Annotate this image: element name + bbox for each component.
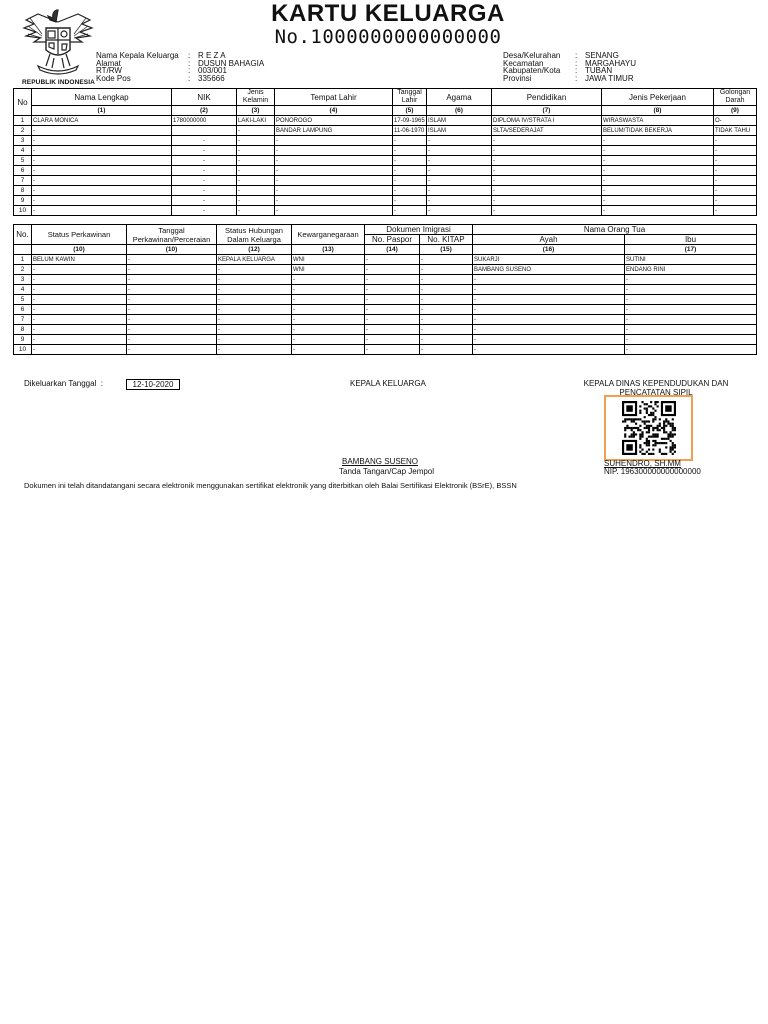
- table-cell: -: [714, 196, 757, 206]
- table-cell: -: [602, 196, 714, 206]
- table-cell: WNI: [292, 265, 365, 275]
- table-cell: -: [625, 345, 757, 355]
- col-header-nama: Nama Lengkap: [32, 89, 172, 106]
- col-number: (8): [602, 106, 714, 116]
- table-cell: -: [292, 335, 365, 345]
- row-number-cell: 1: [14, 255, 32, 265]
- table-cell: -: [473, 275, 625, 285]
- col-number: (5): [393, 106, 427, 116]
- table-cell: -: [420, 345, 473, 355]
- table-cell: -: [473, 285, 625, 295]
- table-cell: 1780000000: [172, 116, 237, 126]
- table-cell: -: [393, 186, 427, 196]
- table-cell: -: [127, 335, 217, 345]
- table-cell: -: [217, 305, 292, 315]
- table2-number-row: [14, 245, 757, 255]
- row-number-cell: 8: [14, 325, 32, 335]
- table-cell: -: [217, 275, 292, 285]
- table-cell: -: [275, 166, 393, 176]
- table-cell: -: [292, 345, 365, 355]
- info-row-alamat: Alamat : DUSUN BAHAGIA: [96, 58, 265, 68]
- row-number-cell: 10: [14, 206, 32, 216]
- table-cell: -: [217, 315, 292, 325]
- col-header-dokumen-imigrasi: Dokumen Imigrasi: [365, 225, 473, 235]
- table-cell: -: [32, 345, 127, 355]
- table-cell: O-: [714, 116, 757, 126]
- col-number: (14): [365, 245, 420, 255]
- table-cell: -: [217, 265, 292, 275]
- table-cell: -: [217, 325, 292, 335]
- table-cell: -: [275, 206, 393, 216]
- table-row: [14, 116, 757, 126]
- table-cell: TIDAK TAHU: [714, 126, 757, 136]
- col-number: (7): [492, 106, 602, 116]
- table-cell: -: [427, 196, 492, 206]
- row-number-cell: 7: [14, 176, 32, 186]
- table-cell: -: [393, 136, 427, 146]
- table-cell: -: [365, 325, 420, 335]
- table-cell: -: [32, 315, 127, 325]
- col-header-agama: Agama: [427, 89, 492, 106]
- table-cell: -: [365, 345, 420, 355]
- official-title: KEPALA DINAS KEPENDUDUKAN DAN PENCATATAN SIPIL: [583, 379, 729, 397]
- table-cell: SLTA/SEDERAJAT: [492, 126, 602, 136]
- table-cell: -: [427, 186, 492, 196]
- table-cell: -: [393, 146, 427, 156]
- table-cell: -: [420, 335, 473, 345]
- table-cell: -: [237, 206, 275, 216]
- table-cell: -: [217, 295, 292, 305]
- family-status-table: [13, 224, 757, 355]
- table-cell: -: [473, 325, 625, 335]
- table-row: [14, 265, 757, 275]
- table-cell: -: [420, 255, 473, 265]
- table-cell: -: [32, 156, 172, 166]
- table-cell: -: [393, 206, 427, 216]
- document-title: KARTU KELUARGA: [271, 0, 505, 27]
- table-cell: -: [714, 206, 757, 216]
- table-cell: -: [172, 156, 237, 166]
- table-cell: -: [365, 315, 420, 325]
- table-cell: -: [237, 176, 275, 186]
- table-cell: -: [714, 156, 757, 166]
- table-cell: ENDANG RINI: [625, 265, 757, 275]
- table-cell: -: [275, 146, 393, 156]
- table-cell: -: [492, 146, 602, 156]
- info-row-rt-rw: RT/RW : 003/001: [96, 66, 227, 75]
- table-cell: LAKI-LAKI: [237, 116, 275, 126]
- row-number-cell: 8: [14, 186, 32, 196]
- table2-header-row-1: [14, 225, 757, 235]
- col-header-tempat-lahir: Tempat Lahir: [275, 89, 393, 106]
- table-row: [14, 255, 757, 265]
- table-cell: CLARA MONICA: [32, 116, 172, 126]
- table-cell: -: [127, 315, 217, 325]
- table-cell: -: [714, 186, 757, 196]
- table-cell: -: [427, 146, 492, 156]
- col-header-status-hubungan: Status Hubungan Dalam Keluarga: [217, 225, 292, 245]
- table-cell: -: [393, 196, 427, 206]
- table-cell: -: [492, 176, 602, 186]
- table-row: [14, 186, 757, 196]
- table-row: [14, 325, 757, 335]
- table-cell: 17-09-1965: [394, 117, 425, 124]
- qr-code-frame: [604, 395, 693, 461]
- col-number: (2): [172, 106, 237, 116]
- info-row-kabupaten: Kabupaten/Kota : TUBAN: [503, 66, 613, 75]
- table-cell: -: [427, 166, 492, 176]
- table-row: [14, 335, 757, 345]
- table-cell: -: [427, 176, 492, 186]
- table-cell: -: [292, 315, 365, 325]
- table-cell: -: [127, 345, 217, 355]
- table-cell: -: [127, 265, 217, 275]
- table-cell: -: [32, 206, 172, 216]
- table-cell: -: [625, 295, 757, 305]
- table-cell: -: [602, 146, 714, 156]
- info-row-kepala-keluarga: Nama Kepala Keluarga : R E Z A: [96, 51, 226, 60]
- table-cell: -: [32, 335, 127, 345]
- table-cell: [172, 126, 237, 136]
- table-cell: -: [602, 156, 714, 166]
- table-cell: -: [127, 325, 217, 335]
- table-row: [14, 136, 757, 146]
- table-cell: -: [420, 265, 473, 275]
- table-cell: -: [473, 295, 625, 305]
- table-cell: -: [237, 156, 275, 166]
- table-cell: 11-06-1970: [393, 126, 427, 136]
- row-number-cell: 1: [14, 116, 32, 126]
- table-cell: KEPALA KELUARGA: [217, 255, 292, 265]
- table-cell: WNI: [292, 255, 365, 265]
- col-number: (12): [217, 245, 292, 255]
- row-number-cell: 3: [14, 275, 32, 285]
- table-cell: ISLAM: [427, 126, 492, 136]
- table-cell: -: [602, 166, 714, 176]
- table-cell: SUKARJI: [473, 255, 625, 265]
- table-cell: -: [32, 275, 127, 285]
- table-cell: -: [237, 126, 275, 136]
- table-cell: -: [32, 146, 172, 156]
- table-cell: -: [237, 166, 275, 176]
- table-cell: -: [32, 186, 172, 196]
- table-cell: -: [127, 305, 217, 315]
- col-number: (4): [275, 106, 393, 116]
- table-row: [14, 176, 757, 186]
- table-cell: -: [714, 166, 757, 176]
- table-cell: -: [420, 295, 473, 305]
- table-cell: DIPLOMA IV/STRATA I: [492, 116, 602, 126]
- table-cell: -: [365, 265, 420, 275]
- emblem-caption: REPUBLIK INDONESIA: [22, 79, 95, 86]
- table-cell: -: [492, 136, 602, 146]
- col-header-ayah: Ayah: [473, 235, 625, 245]
- table-cell: -: [427, 156, 492, 166]
- table-cell: SUTINI: [625, 255, 757, 265]
- table-cell: -: [365, 255, 420, 265]
- col-number: (10): [127, 245, 217, 255]
- table-cell: -: [492, 196, 602, 206]
- table-cell: PONOROGO: [275, 116, 393, 126]
- col-header-golongan-darah: Golongan Darah: [714, 89, 757, 106]
- table-cell: -: [237, 186, 275, 196]
- table-cell: -: [127, 255, 217, 265]
- table-cell: -: [420, 285, 473, 295]
- table-row: [14, 126, 757, 136]
- table-cell: -: [714, 136, 757, 146]
- row-number-cell: 4: [14, 285, 32, 295]
- table-cell: -: [473, 345, 625, 355]
- row-number-cell: 2: [14, 265, 32, 275]
- table-cell: -: [365, 295, 420, 305]
- table-cell: -: [427, 136, 492, 146]
- info-row-kode-pos: Kode Pos : 335666: [96, 73, 225, 83]
- col-number-empty: [14, 245, 32, 255]
- family-members-table: [13, 88, 757, 216]
- table-cell: -: [393, 166, 427, 176]
- row-number-cell: 9: [14, 335, 32, 345]
- table-cell: -: [292, 285, 365, 295]
- table-cell: -: [32, 325, 127, 335]
- table-cell: -: [365, 305, 420, 315]
- col-header-jenis-kelamin: Jenis Kelamin: [237, 89, 275, 106]
- table-cell: -: [625, 315, 757, 325]
- col-header-pendidikan: Pendidikan: [492, 89, 602, 106]
- table-cell: -: [237, 196, 275, 206]
- row-number-cell: 5: [14, 156, 32, 166]
- family-card-number: No.1000000000000000: [274, 26, 502, 48]
- qr-code-icon: [619, 401, 679, 455]
- table-cell: -: [365, 285, 420, 295]
- table-cell: -: [602, 176, 714, 186]
- table-row: [14, 156, 757, 166]
- table-cell: -: [127, 275, 217, 285]
- table-cell: -: [237, 146, 275, 156]
- table-cell: BELUM KAWIN: [32, 255, 127, 265]
- table-cell: -: [625, 325, 757, 335]
- col-header-no-paspor: No. Paspor: [365, 235, 420, 245]
- table-cell: -: [127, 285, 217, 295]
- table-cell: -: [172, 186, 237, 196]
- table-row: [14, 206, 757, 216]
- table-cell: -: [602, 206, 714, 216]
- table-cell: -: [32, 126, 172, 136]
- table-cell: -: [420, 325, 473, 335]
- table-cell: -: [427, 206, 492, 216]
- table-cell: -: [492, 166, 602, 176]
- table-cell: -: [292, 295, 365, 305]
- row-number-cell: 2: [14, 126, 32, 136]
- table-cell: -: [492, 156, 602, 166]
- table-cell: -: [625, 275, 757, 285]
- table-cell: -: [365, 335, 420, 345]
- issued-date-value: 12-10-2020: [126, 379, 180, 390]
- col-number: (1): [32, 106, 172, 116]
- table-cell: ISLAM: [427, 116, 492, 126]
- table-row: [14, 285, 757, 295]
- row-number-cell: 6: [14, 166, 32, 176]
- row-number-cell: 9: [14, 196, 32, 206]
- table-cell: BANDAR LAMPUNG: [275, 126, 393, 136]
- table-cell: BELUM/TIDAK BEKERJA: [602, 126, 714, 136]
- table-cell: -: [275, 196, 393, 206]
- table-cell: WIRASWASTA: [602, 116, 714, 126]
- table-row: [14, 315, 757, 325]
- table-cell: -: [217, 285, 292, 295]
- official-nip: NIP. 196300000000000000: [604, 467, 701, 476]
- table-cell: -: [172, 146, 237, 156]
- table-cell: -: [714, 146, 757, 156]
- table-cell: -: [217, 335, 292, 345]
- table-cell: BAMBANG SUSENO: [473, 265, 625, 275]
- col-header-kewarganegaraan: Kewarganegaraan: [292, 225, 365, 245]
- row-number-cell: 5: [14, 295, 32, 305]
- head-of-family-name: BAMBANG SUSENO: [342, 457, 419, 466]
- table-cell: -: [602, 186, 714, 196]
- col-number: (10): [32, 245, 127, 255]
- table-cell: -: [32, 285, 127, 295]
- table-cell: -: [32, 305, 127, 315]
- info-row-desa: Desa/Kelurahan : SENANG: [503, 51, 619, 60]
- table-row: [14, 275, 757, 285]
- table1-number-row: [14, 106, 757, 116]
- col-number: (6): [427, 106, 492, 116]
- col-header-nik: NIK: [172, 89, 237, 106]
- col-header-ibu: Ibu: [625, 235, 757, 245]
- table-row: [14, 305, 757, 315]
- table1-header-row: [14, 89, 757, 106]
- electronic-signature-disclaimer: Dokumen ini telah ditandatangani secara elektronik menggunakan sertifikat elektronik yang diterbitkan oleh Balai Sertifikasi Elektronik (BSrE), BSSN: [24, 481, 517, 490]
- table-cell: -: [237, 136, 275, 146]
- issued-date-label: Dikeluarkan Tanggal :: [24, 379, 104, 388]
- table-cell: -: [625, 305, 757, 315]
- household-info-right: [503, 52, 636, 82]
- table-cell: -: [32, 295, 127, 305]
- household-info-left: [96, 52, 264, 82]
- table-cell: -: [393, 156, 427, 166]
- info-row-kecamatan: Kecamatan : MARGAHAYU: [503, 58, 636, 68]
- table-cell: -: [420, 315, 473, 325]
- head-of-family-title: KEPALA KELUARGA: [350, 379, 426, 388]
- row-number-cell: 3: [14, 136, 32, 146]
- table-cell: -: [32, 166, 172, 176]
- table-cell: -: [32, 136, 172, 146]
- official-name: SUHENDRO, SH.MM: [604, 459, 681, 468]
- col-header-status-perkawinan: Status Perkawinan: [32, 225, 127, 245]
- table-cell: -: [473, 305, 625, 315]
- row-number-cell: 4: [14, 146, 32, 156]
- table-cell: -: [217, 345, 292, 355]
- table-cell: -: [393, 176, 427, 186]
- table-row: [14, 295, 757, 305]
- row-number-cell: 6: [14, 305, 32, 315]
- row-number-cell: 10: [14, 345, 32, 355]
- col-number: (13): [292, 245, 365, 255]
- table-cell: -: [275, 156, 393, 166]
- table-cell: -: [32, 196, 172, 206]
- table-cell: -: [473, 315, 625, 325]
- table-cell: -: [365, 275, 420, 285]
- col-number: (9): [714, 106, 757, 116]
- table-cell: -: [275, 186, 393, 196]
- table-cell: -: [172, 206, 237, 216]
- table-cell: -: [292, 305, 365, 315]
- table-cell: -: [602, 136, 714, 146]
- table-row: [14, 345, 757, 355]
- table-cell: -: [492, 186, 602, 196]
- col-number: (15): [420, 245, 473, 255]
- col-header-pekerjaan: Jenis Pekerjaan: [602, 89, 714, 106]
- col-header-tanggal-lahir: Tanggal Lahir: [393, 89, 427, 106]
- col-header-no: No.: [14, 225, 32, 245]
- table-row: [14, 196, 757, 206]
- table-cell: -: [32, 176, 172, 186]
- table-cell: -: [420, 305, 473, 315]
- col-header-no-kitap: No. KITAP: [420, 235, 473, 245]
- col-header-no: No: [14, 89, 32, 116]
- table-cell: -: [625, 285, 757, 295]
- table-cell: -: [32, 265, 127, 275]
- row-number-cell: 7: [14, 315, 32, 325]
- table-cell: -: [275, 176, 393, 186]
- col-number: (16): [473, 245, 625, 255]
- col-header-tanggal-perkawinan: Tanggal Perkawinan/Perceraian: [127, 225, 217, 245]
- table-cell: -: [172, 176, 237, 186]
- table-cell: -: [275, 136, 393, 146]
- table-cell: -: [292, 325, 365, 335]
- table-cell: -: [714, 176, 757, 186]
- col-number: (17): [625, 245, 757, 255]
- table-cell: -: [127, 295, 217, 305]
- table-cell: -: [172, 166, 237, 176]
- table-cell: -: [420, 275, 473, 285]
- table-cell: -: [492, 206, 602, 216]
- table-cell: -: [292, 275, 365, 285]
- col-number: (3): [237, 106, 275, 116]
- table-cell: -: [473, 335, 625, 345]
- table-cell: -: [625, 335, 757, 345]
- signature-caption: Tanda Tangan/Cap Jempol: [339, 467, 435, 476]
- info-row-provinsi: Provinsi : JAWA TIMUR: [503, 73, 634, 83]
- table-row: [14, 146, 757, 156]
- table-cell: -: [172, 136, 237, 146]
- table-row: [14, 166, 757, 176]
- table-cell: -: [172, 196, 237, 206]
- col-header-nama-orang-tua: Nama Orang Tua: [473, 225, 757, 235]
